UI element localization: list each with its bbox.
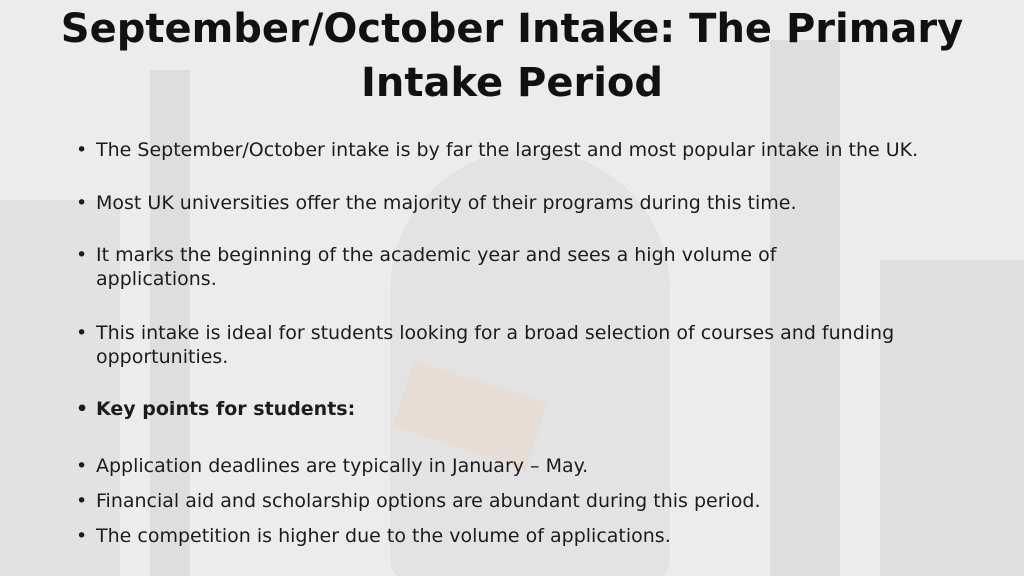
bullet-item-heading: • Key points for students: <box>96 397 976 421</box>
bullet-item: • The September/October intake is by far the largest and most popular intake in the UK. <box>96 138 976 162</box>
page-title-line-2: Intake Period <box>360 60 664 106</box>
bullet-list <box>96 138 976 548</box>
bullet-item: • The competition is higher due to the volume of applications. <box>96 524 976 548</box>
bullet-item: • It marks the beginning of the academic year and sees a high volume of applications. <box>96 243 856 291</box>
bullet-item: • This intake is ideal for students looking for a broad selection of courses and funding opportunities. <box>96 321 916 369</box>
bullet-item: • Application deadlines are typically in January – May. <box>96 454 976 478</box>
page-title <box>0 2 1024 110</box>
bullet-item: • Most UK universities offer the majority of their programs during this time. <box>96 191 976 215</box>
page-title-line-1: September/October Intake: The Primary <box>60 6 964 52</box>
bullet-item: • Financial aid and scholarship options are abundant during this period. <box>96 489 976 513</box>
